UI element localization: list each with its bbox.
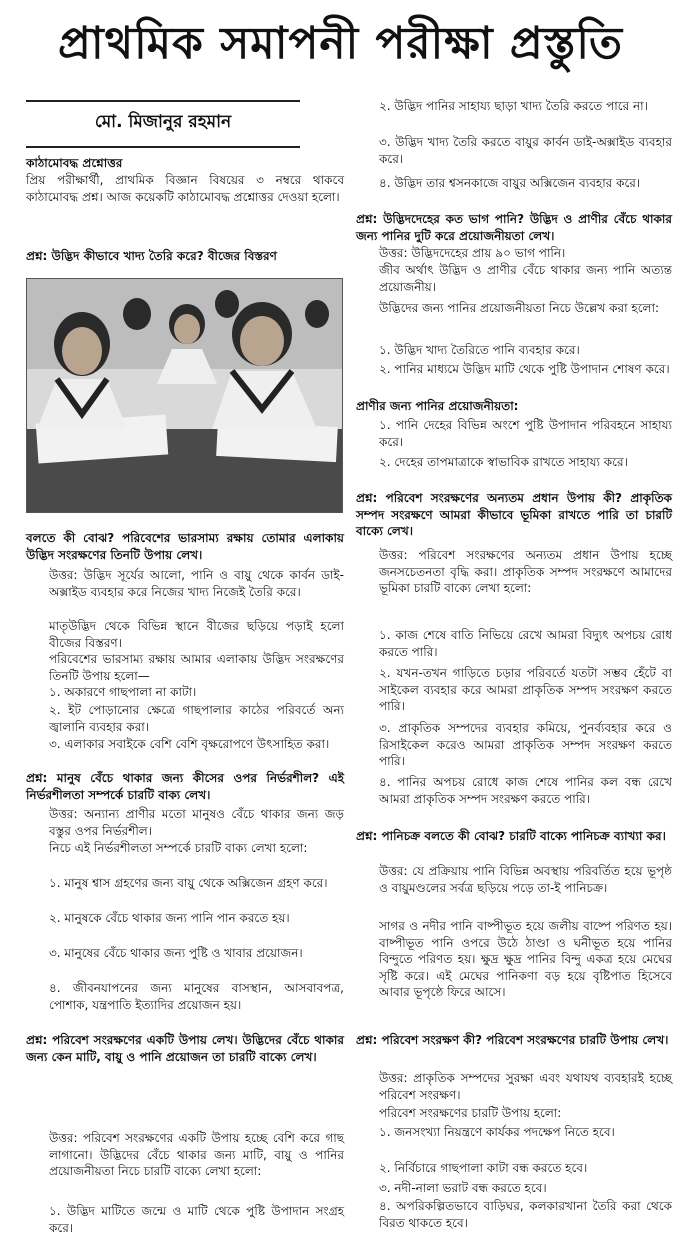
paragraph: ১. কাজ শেষে বাতি নিভিয়ে রেখে আমরা বিদ্যুৎ অপচয় রোধ করতে পারি। xyxy=(379,628,672,659)
question-heading: প্রশ্ন: পানিচক্র বলতে কী বোঝ? চারটি বাক্যে পানিচক্র ব্যাখ্যা কর। xyxy=(356,829,666,843)
paragraph: উত্তর: উদ্ভিদদেহের প্রায় ৯০ ভাগ পানি। xyxy=(379,246,566,260)
author-name: মো. মিজানুর রহমান xyxy=(94,112,232,132)
paragraph: ১. উদ্ভিদ মাটিতে জন্মে ও মাটি থেকে পুষ্টি উপাদান সংগ্রহ করে। xyxy=(49,1204,344,1235)
paragraph: ২. ইট পোড়ানোর ক্ষেত্রে গাছপালার কাঠের পরিবর্তে অন্য জ্বালানি ব্যবহার করা। xyxy=(49,703,344,734)
paragraph: উত্তর: অন্যান্য প্রাণীর মতো মানুষও বেঁচে থাকার জন্য জড় বস্তুর ওপর নির্ভরশীল। xyxy=(49,807,344,838)
paragraph: ৩. মানুষের বেঁচে থাকার জন্য পুষ্টি ও খাবার প্রয়োজন। xyxy=(49,946,303,960)
paragraph: নিচে এই নির্ভরশীলতা সম্পর্কে চারটি বাক্য লেখা হলো: xyxy=(49,841,308,855)
paragraph: ১. মানুষ শ্বাস গ্রহণের জন্য বায়ু থেকে অক্সিজেন গ্রহণ করে। xyxy=(49,876,328,890)
paragraph: উত্তর: যে প্রক্রিয়ায় পানি বিভিন্ন অবস্থায় পরিবর্তিত হয়ে ভূপৃষ্ঠ ও বায়ুমণ্ডলের সর্বত্র ছড়িয়ে পড়ে তা-ই পানিচক্র। xyxy=(379,864,672,895)
paragraph: ২. পানির মাধ্যমে উদ্ভিদ মাটি থেকে পুষ্টি উপাদান শোষণ করে। xyxy=(379,362,670,376)
paragraph: ১. পানি দেহের বিভিন্ন অংশে পুষ্টি উপাদান পরিবহনে সাহায্য করে। xyxy=(379,418,672,449)
paragraph: প্রিয় পরীক্ষার্থী, প্রাথমিক বিজ্ঞান বিষয়ের ৩ নম্বরে থাকবে কাঠামোবদ্ধ প্রশ্ন। আজ কয়েকটি কাঠামোবদ্ধ প্রশ্নোত্তর দেওয়া হলো। xyxy=(26,173,344,204)
paragraph: ৩. উদ্ভিদ খাদ্য তৈরি করতে বায়ুর কার্বন ডাই-অক্সাইড ব্যবহার করে। xyxy=(379,135,672,166)
paragraph: উত্তর: পরিবেশ সংরক্ষণের অন্যতম প্রধান উপায় হচ্ছে জনসচেতনতা বৃদ্ধি করা। প্রাকৃতিক সম্পদ সংরক্ষণে আমাদের ভূমিকা চারটি বাক্যে লেখা হলো: xyxy=(379,548,672,596)
paragraph: ৩. নদী-নালা ভরাট বন্ধ করতে হবে। xyxy=(379,1181,547,1195)
question-heading: প্রশ্ন: উদ্ভিদ কীভাবে খাদ্য তৈরি করে? বীজের বিস্তরণ xyxy=(26,249,277,263)
question-heading: কাঠামোবদ্ধ প্রশ্নোত্তর xyxy=(26,156,123,170)
paragraph: জীব অর্থাৎ উদ্ভিদ ও প্রাণীর বেঁচে থাকার জন্য পানি অত্যন্ত প্রয়োজনীয়। xyxy=(379,263,672,294)
paragraph: উদ্ভিদের জন্য পানির প্রয়োজনীয়তা নিচে উল্লেখ করা হলো: xyxy=(379,301,659,315)
paragraph: ৩. প্রাকৃতিক সম্পদের ব্যবহার কমিয়ে, পুনর্ব্যবহার করে ও রিসাইকেল করেও আমরা প্রাকৃতিক সম্পদ সংরক্ষণ করতে পারি। xyxy=(379,721,672,769)
paragraph: সাগর ও নদীর পানি বাষ্পীভূত হয়ে জলীয় বাষ্পে পরিণত হয়। বাষ্পীভূত পানি ওপরে উঠে ঠাণ্ডা ও ঘনীভূত হয়ে পানির বিন্দুতে পরিণত হয়। ক্ষুদ্র ক্ষুদ্র পানির বিন্দু একত্র হয়ে মেঘের সৃষ্টি করে। এই মেঘের পানিকণা বড় হয়ে বৃষ্টিপাত হিসেবে আবার ভূপৃষ্ঠে ফিরে আসে। xyxy=(379,919,672,1000)
question-heading: বলতে কী বোঝ? পরিবেশের ভারসাম্য রক্ষায় তোমার এলাকায় উদ্ভিদ সংরক্ষণের তিনটি উপায় লেখ। xyxy=(26,531,344,562)
paragraph: পরিবেশ সংরক্ষণের চারটি উপায় হলো: xyxy=(379,1106,562,1120)
page-title: প্রাথমিক সমাপনী পরীক্ষা প্রস্তুতি xyxy=(58,18,623,69)
paragraph: ২. উদ্ভিদ পানির সাহায্য ছাড়া খাদ্য তৈরি করতে পারে না। xyxy=(379,99,648,113)
paragraph: ৪. জীবনযাপনের জন্য মানুষের বাসস্থান, আসবাবপত্র, পোশাক, যন্ত্রপাতি ইত্যাদির প্রয়োজন হয়। xyxy=(49,981,344,1012)
classroom-photo xyxy=(26,278,343,513)
paragraph: উত্তর: পরিবেশ সংরক্ষণের একটি উপায় হচ্ছে বেশি করে গাছ লাগানো। উদ্ভিদের বেঁচে থাকার জন্য মাটি, বায়ু ও পানির প্রয়োজনীয়তা নিচে চারটি বাক্যে লেখা হলো: xyxy=(49,1131,344,1179)
paragraph: ৪. পানির অপচয় রোধে কাজ শেষে পানির কল বন্ধ রেখে আমরা প্রাকৃতিক সম্পদ সংরক্ষণ করতে পারি। xyxy=(379,775,672,806)
paragraph: ৩. এলাকার সবাইকে বেশি বেশি বৃক্ষরোপণে উৎসাহিত করা। xyxy=(49,737,330,751)
paragraph: উত্তর: প্রাকৃতিক সম্পদের সুরক্ষা এবং যথাযথ ব্যবহারই হচ্ছে পরিবেশ সংরক্ষণ। xyxy=(379,1071,672,1102)
paragraph: ১. উদ্ভিদ খাদ্য তৈরিতে পানি ব্যবহার করে। xyxy=(379,343,580,357)
paragraph: ৪. উদ্ভিদ তার শ্বসনকাজে বায়ুর অক্সিজেন ব্যবহার করে। xyxy=(379,176,641,190)
paragraph: ৪. অপরিকল্পিতভাবে বাড়িঘর, কলকারখানা তৈরি করা থেকে বিরত থাকতে হবে। xyxy=(379,1199,672,1230)
question-heading: প্রশ্ন: পরিবেশ সংরক্ষণের অন্যতম প্রধান উপায় কী? প্রাকৃতিক সম্পদ সংরক্ষণে আমরা কীভাবে ভূমিকা রাখতে পারি তা চারটি বাক্যে লেখ। xyxy=(356,491,672,539)
paragraph: মাতৃউদ্ভিদ থেকে বিভিন্ন স্থানে বীজের ছড়িয়ে পড়াই হলো বীজের বিস্তরণ। xyxy=(49,619,344,650)
paragraph: ২. যখন-তখন গাড়িতে চড়ার পরিবর্তে যতটা সম্ভব হেঁটে বা সাইকেল ব্যবহার করে আমরা প্রাকৃতিক সম্পদ সংরক্ষণ করতে পারি। xyxy=(379,666,672,714)
paragraph: উত্তর: উদ্ভিদ সূর্যের আলো, পানি ও বায়ু থেকে কার্বন ডাই-অক্সাইড ব্যবহার করে নিজের খাদ্য নিজেই তৈরি করে। xyxy=(49,568,344,599)
question-heading: প্রশ্ন: উদ্ভিদদেহের কত ভাগ পানি? উদ্ভিদ ও প্রাণীর বেঁচে থাকার জন্য পানির দুটি করে প্রয়োজনীয়তা লেখ। xyxy=(356,212,672,243)
paragraph: ২. মানুষকে বেঁচে থাকার জন্য পানি পান করতে হয়। xyxy=(49,911,290,925)
question-heading: প্রাণীর জন্য পানির প্রয়োজনীয়তা: xyxy=(356,399,519,413)
paragraph: ১. জনসংখ্যা নিয়ন্ত্রণে কার্যকর পদক্ষেপ নিতে হবে। xyxy=(379,1125,615,1139)
paragraph: পরিবেশের ভারসাম্য রক্ষায় আমার এলাকায় উদ্ভিদ সংরক্ষণের তিনটি উপায় হলো— xyxy=(49,652,344,683)
author-band xyxy=(26,100,300,148)
classroom-photo-icon xyxy=(27,279,342,512)
question-heading: প্রশ্ন: পরিবেশ সংরক্ষণ কী? পরিবেশ সংরক্ষণের চারটি উপায় লেখ। xyxy=(356,1033,669,1047)
question-heading: প্রশ্ন: মানুষ বেঁচে থাকার জন্য কীসের ওপর নির্ভরশীল? এই নির্ভরশীলতা সম্পর্কে চারটি বাক্য লেখ। xyxy=(26,771,344,802)
paragraph: ২. নির্বিচারে গাছপালা কাটা বন্ধ করতে হবে। xyxy=(379,1161,588,1175)
paragraph: ২. দেহের তাপমাত্রাকে স্বাভাবিক রাখতে সাহায্য করে। xyxy=(379,455,628,469)
question-heading: প্রশ্ন: পরিবেশ সংরক্ষণের একটি উপায় লেখ। উদ্ভিদের বেঁচে থাকার জন্য কেন মাটি, বায়ু ও পানি প্রয়োজন তা চারটি বাক্যে লেখ। xyxy=(26,1033,344,1064)
paragraph: ১. অকারণে গাছপালা না কাটা। xyxy=(49,685,197,699)
